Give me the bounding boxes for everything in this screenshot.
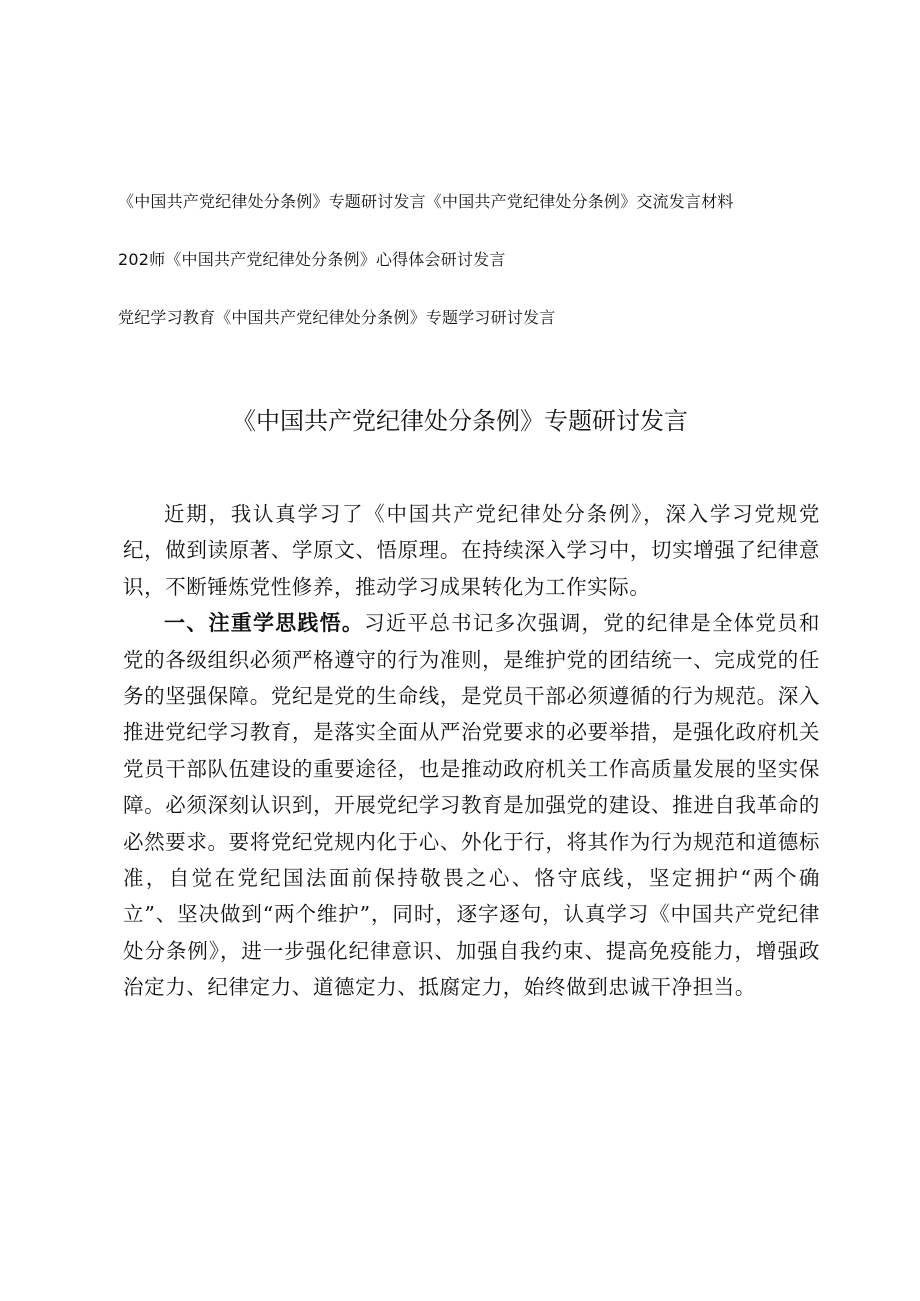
document-body: [123, 496, 820, 1006]
toc-item-3: 党纪学习教育《中国共产党纪律处分条例》专题学习研讨发言: [118, 308, 556, 327]
section-1-text: 习近平总书记多次强调，党的纪律是全体党员和党的各级组织必须严格遵守的行为准则，是维护党的团结统一、完成党的任务的坚强保障。党纪是党的生命线，是党员干部必须遵循的行为规范。深入推进党纪学习教育，是落实全面从严治党要求的必要举措，是强化政府机关党员干部队伍建设的重要途径，也是推动政府机关工作高质量发展的坚实保障。必须深刻认识到，开展党纪学习教育是加强党的建设、推进自我革命的必然要求。要将党纪党规内化于心、外化于行，将其作为行为规范和道德标准，自觉在党纪国法面前保持敬畏之心、恪守底线，坚定拥护“两个确立”、坚决做到“两个维护”，同时，逐字逐句，认真学习《中国共产党纪律处分条例》，进一步强化纪律意识、加强自我约束、提高免疫能力，增强政治定力、纪律定力、道德定力、抵腐定力，始终做到忠诚干净担当。: [123, 611, 820, 1000]
document-title: 《中国共产党纪律处分条例》专题研讨发言: [232, 407, 688, 435]
section-1-heading: 一、注重学思践悟。: [164, 611, 365, 636]
intro-paragraph: 近期，我认真学习了《中国共产党纪律处分条例》，深入学习党规党纪，做到读原著、学原文、悟原理。在持续深入学习中，切实增强了纪律意识，不断锤炼党性修养，推动学习成果转化为工作实际。: [123, 502, 820, 599]
toc-item-1: 《中国共产党纪律处分条例》专题研讨发言《中国共产党纪律处分条例》交流发言材料: [118, 192, 734, 211]
toc-list: [118, 190, 818, 364]
section-1-paragraph: [123, 605, 820, 1005]
toc-item-2: 202师《中国共产党纪律处分条例》心得体会研讨发言: [118, 250, 506, 269]
